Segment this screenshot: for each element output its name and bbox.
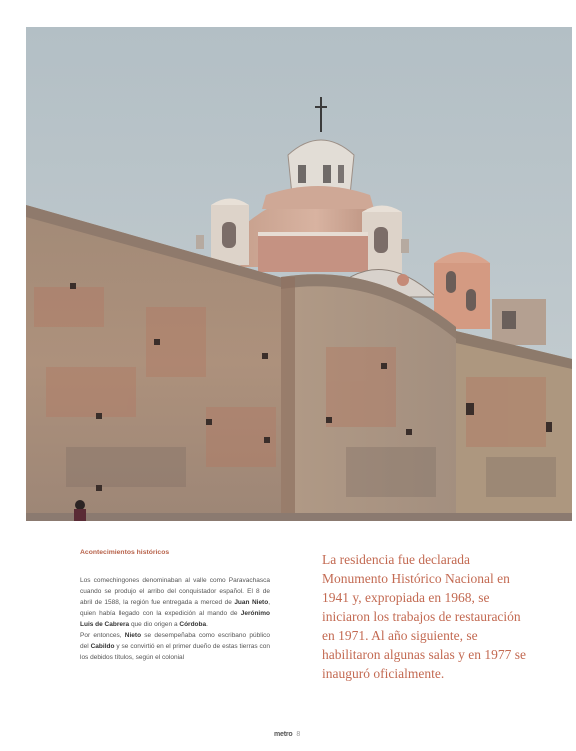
text-run: se desempeñaba como escribano público del: [80, 632, 270, 650]
person-name: Juan Nieto: [234, 599, 269, 606]
section-heading: Acontecimientos históricos: [80, 549, 170, 556]
page-footer: [274, 731, 300, 738]
church-photo-illustration: [26, 27, 572, 521]
person-name: Jerónimo Luis de Cabrera: [80, 610, 270, 628]
city-name: Córdoba: [179, 621, 207, 628]
text-run: Los comechingones denominaban al valle como Paravachasca cuando se produjo el arribo del conquistador español. El 8 de abril de 1588, la región fue entregada a merced de: [80, 577, 270, 606]
text-run: Por entonces,: [80, 632, 125, 639]
text-run: .: [206, 621, 208, 628]
text-run: , quien había llegado con la expedición al mando de: [80, 599, 271, 617]
pull-quote: La residencia fue declarada Monumento Histórico Nacional en 1941 y, expropiada en 1968, se iniciaron los trabajos de restauración en 1971. Al año siguiente, se habilitaron algunas salas y en 1977 se inauguró oficialmente.: [322, 552, 526, 681]
page-number: 8: [296, 731, 301, 738]
article-paragraph: [80, 630, 270, 663]
magazine-brand: metro: [274, 731, 293, 738]
text-run: que dio origen a: [129, 621, 180, 628]
text-run: y se convirtió en el primer dueño de estas tierras con los debidos títulos, según el colonial: [80, 643, 270, 661]
article-paragraph: [80, 575, 270, 630]
hero-photo: [26, 27, 572, 521]
person-name: Nieto: [124, 632, 142, 639]
article-left-column: [80, 549, 270, 663]
institution-name: Cabildo: [90, 643, 115, 650]
